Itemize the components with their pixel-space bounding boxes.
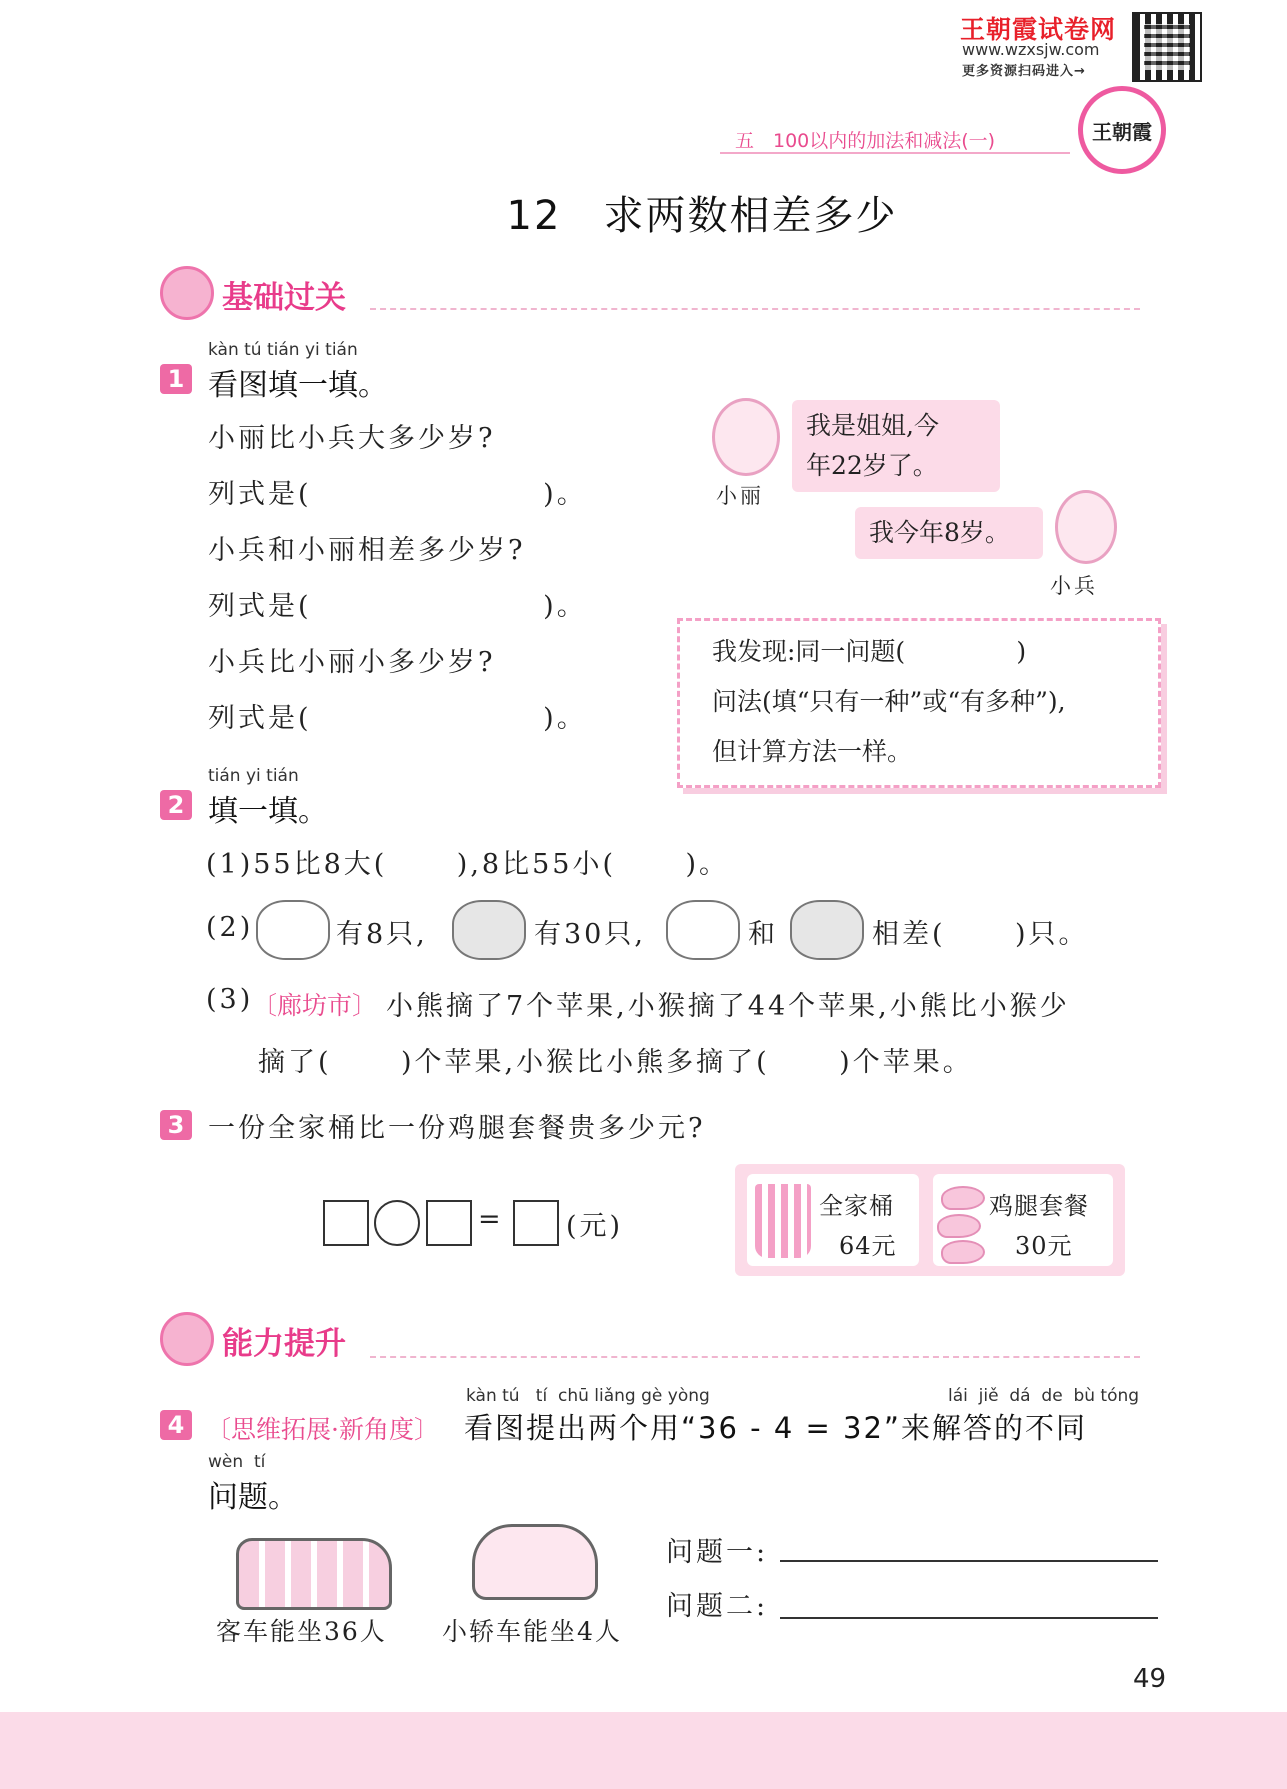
q1-question-3: 小兵比小丽小多少岁?: [208, 647, 496, 678]
brand-name: 王朝霞试卷网: [960, 15, 1117, 44]
section-divider: [370, 308, 1140, 310]
q4-pinyin-1: kàn tú tí chū liǎng gè yòng: [466, 1386, 710, 1406]
brand-seal: 王朝霞: [1078, 86, 1166, 174]
drumstick-icon: [941, 1240, 985, 1264]
qr-code-icon: [1132, 12, 1202, 82]
q2-item-2-prefix: (2): [206, 912, 254, 943]
discovery-line-3: 但计算方法一样。: [712, 737, 913, 766]
q2-item-3-prefix: (3): [206, 984, 254, 1015]
bus-icon: [236, 1538, 392, 1610]
cat-icon: [666, 900, 740, 960]
question-two-line[interactable]: [780, 1617, 1158, 1619]
drumstick-price: 30元: [1015, 1232, 1073, 1260]
answer-box-2[interactable]: [426, 1200, 472, 1246]
q4-tag: 〔思维拓展·新角度〕: [206, 1415, 439, 1444]
q2-item-2-and: 和: [748, 919, 778, 950]
q2-number: 2: [160, 790, 192, 820]
q3-number: 3: [160, 1110, 192, 1140]
q1-answer-2: 列式是( )。: [208, 591, 587, 622]
girl-xiaoli-icon: [712, 398, 780, 476]
boy-name: 小兵: [1050, 574, 1098, 598]
q2-heading: 填一填。: [208, 794, 328, 829]
q3-heading: 一份全家桶比一份鸡腿套餐贵多少元?: [208, 1113, 706, 1144]
girl-speech-bubble: [792, 400, 1000, 492]
q2-item-2-cats: 有8只,: [336, 919, 428, 950]
mouse-icon: [452, 900, 526, 960]
q4-number: 4: [160, 1410, 192, 1440]
chicken-bucket-icon: [755, 1184, 811, 1258]
q2-item-3-tag: 〔廊坊市〕: [252, 991, 378, 1020]
bucket-name: 全家桶: [819, 1192, 894, 1220]
drumstick-icon: [937, 1214, 981, 1238]
girl-speech-line-1: 我是姐姐,今: [806, 411, 939, 440]
q1-heading: 看图填一填。: [208, 368, 388, 403]
bus-label: 客车能坐36人: [216, 1617, 387, 1646]
girl-face-icon: [160, 266, 214, 320]
boy-xiaobing-icon: [1055, 490, 1117, 564]
monkey-face-icon: [160, 1312, 214, 1366]
q1-question-1: 小丽比小兵大多少岁?: [208, 423, 496, 454]
menu-card-bucket: [747, 1174, 919, 1266]
q4-pinyin-3: wèn tí: [208, 1452, 266, 1472]
q2-item-3-text-2: 摘了( )个苹果,小猴比小熊多摘了( )个苹果。: [258, 1047, 973, 1078]
unit-title: 五 100以内的加法和减法(一): [735, 130, 996, 152]
equals-sign: =: [478, 1204, 504, 1235]
q4-heading-1: 看图提出两个用“36 - 4 = 32”来解答的不同: [464, 1411, 1087, 1445]
question-one-line[interactable]: [780, 1560, 1158, 1562]
bucket-price: 64元: [839, 1232, 897, 1260]
girl-speech-line-2: 年22岁了。: [806, 451, 938, 480]
boy-speech-bubble: 我今年8岁。: [855, 507, 1043, 559]
cat-icon: [256, 900, 330, 960]
q1-answer-1: 列式是( )。: [208, 479, 587, 510]
page-title: 12 求两数相差多少: [506, 193, 898, 239]
q2-item-3-text-1: 小熊摘了7个苹果,小猴摘了44个苹果,小熊比小猴少: [386, 991, 1070, 1022]
q2-pinyin: tián yi tián: [208, 766, 299, 786]
q1-number: 1: [160, 364, 192, 394]
section-divider: [370, 1356, 1140, 1358]
drumstick-icon: [941, 1186, 985, 1210]
price-menu: [735, 1164, 1125, 1276]
section-advanced-title: 能力提升: [222, 1326, 346, 1362]
menu-card-drumstick: [933, 1174, 1113, 1266]
car-icon: [472, 1524, 598, 1600]
question-one-label: 问题一:: [666, 1537, 769, 1568]
question-two-label: 问题二:: [666, 1591, 769, 1622]
brand-url: www.wzxsjw.com: [962, 40, 1100, 59]
page-number: 49: [1133, 1664, 1167, 1694]
q2-item-2-mice: 有30只,: [534, 919, 646, 950]
q2-item-2-diff: 相差( )只。: [872, 919, 1089, 950]
operator-circle[interactable]: [374, 1200, 420, 1246]
q2-item-1: (1)55比8大( ),8比55小( )。: [206, 849, 730, 880]
discovery-line-1: 我发现:同一问题( ): [712, 637, 1027, 666]
discovery-line-2: 问法(填“只有一种”或“有多种”),: [712, 687, 1066, 716]
section-basic-title: 基础过关: [222, 280, 346, 316]
girl-name: 小丽: [716, 484, 764, 508]
discovery-box: [677, 618, 1161, 788]
mouse-icon: [790, 900, 864, 960]
drumstick-name: 鸡腿套餐: [989, 1192, 1089, 1220]
answer-box-result[interactable]: [513, 1200, 559, 1246]
q4-heading-2: 问题。: [208, 1480, 298, 1515]
more-resources-text: 更多资源扫码进入→: [962, 64, 1086, 79]
car-label: 小轿车能坐4人: [442, 1617, 622, 1646]
answer-box-1[interactable]: [323, 1200, 369, 1246]
q4-pinyin-2: lái jiě dá de bù tóng: [948, 1386, 1140, 1406]
q1-pinyin: kàn tú tián yi tián: [208, 340, 358, 360]
q1-question-2: 小兵和小丽相差多少岁?: [208, 535, 526, 566]
footer-band: [0, 1712, 1287, 1789]
q1-answer-3: 列式是( )。: [208, 703, 587, 734]
yuan-unit: (元): [566, 1211, 624, 1242]
